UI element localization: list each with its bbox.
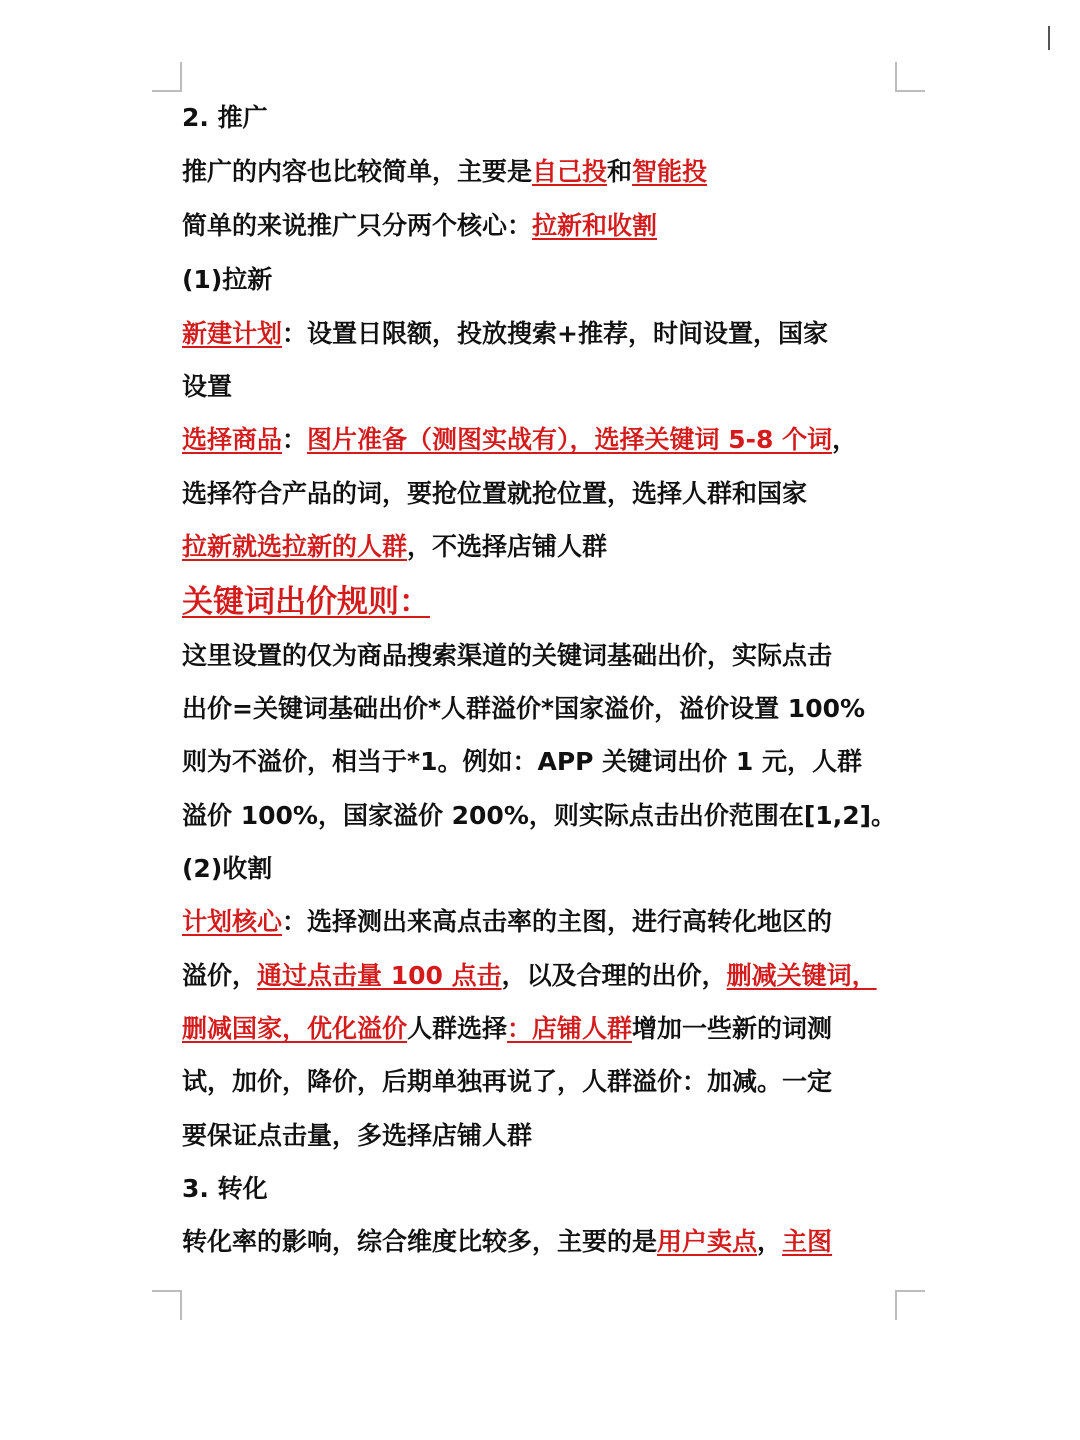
highlight-text: ：店铺人群 — [507, 1014, 633, 1043]
text-segment: 人群选择 — [407, 1014, 508, 1043]
text-segment: 要保证点击量，多选择店铺人群 — [182, 1121, 533, 1150]
page-corner-bottom-left — [152, 1290, 182, 1320]
text-segment: 转化率的影响，综合维度比较多，主要的是 — [182, 1227, 658, 1256]
text-segment: ：设置日限额，投放搜索+推荐，时间设置，国家 — [282, 319, 828, 348]
heading-bid-rules — [182, 582, 430, 622]
text-segment: ， — [832, 425, 858, 454]
paragraph-line — [182, 1224, 832, 1260]
text-segment: 设置 — [182, 372, 233, 401]
text-segment: 则为不溢价，相当于*1。例如：APP 关键词出价 1 元，人群 — [182, 747, 862, 776]
paragraph-line — [182, 1118, 532, 1154]
page-corner-top-left — [152, 62, 182, 92]
text-segment: ， — [757, 1227, 783, 1256]
text-segment: (2)收割 — [182, 854, 273, 883]
text-segment: 2. 推广 — [182, 103, 268, 132]
paragraph-line — [182, 691, 865, 727]
paragraph-line — [182, 369, 232, 405]
subsection-heading-acquisition — [182, 262, 272, 298]
paragraph-line — [182, 798, 896, 834]
subsection-heading-harvest — [182, 851, 272, 887]
section-heading-conversion — [182, 1171, 268, 1207]
highlight-text: 自己投 — [532, 157, 608, 186]
text-segment: ： — [282, 425, 308, 454]
page-corner-bottom-right — [895, 1290, 925, 1320]
text-segment: ：选择测出来高点击率的主图，进行高转化地区的 — [282, 907, 833, 936]
text-segment: 增加一些新的词测 — [632, 1014, 833, 1043]
paragraph-line — [182, 476, 807, 512]
paragraph-line — [182, 1011, 832, 1047]
paragraph-line — [182, 904, 832, 940]
highlight-text: 计划核心 — [182, 907, 283, 936]
highlight-text: 拉新和收割 — [532, 211, 658, 240]
text-segment: 和 — [607, 157, 633, 186]
highlight-text: 删减国家，优化溢价 — [182, 1014, 408, 1043]
text-segment: 出价=关键词基础出价*人群溢价*国家溢价，溢价设置 100% — [182, 694, 866, 723]
paragraph-line — [182, 958, 877, 994]
text-segment: 选择符合产品的词，要抢位置就抢位置，选择人群和国家 — [182, 479, 808, 508]
highlight-text: 用户卖点 — [657, 1227, 758, 1256]
text-segment: 简单的来说推广只分两个核心： — [182, 211, 533, 240]
paragraph-line — [182, 744, 862, 780]
paragraph-line — [182, 208, 657, 244]
text-segment: ，以及合理的出价， — [501, 961, 727, 990]
highlight-text: 拉新就选拉新的人群 — [182, 532, 408, 561]
highlight-heading: 关键词出价规则： — [182, 584, 430, 620]
paragraph-line — [182, 638, 832, 674]
text-segment: ，不选择店铺人群 — [407, 532, 608, 561]
highlight-text: 删减关键词， — [726, 961, 877, 990]
section-heading-promotion — [182, 100, 268, 136]
paragraph-line — [182, 316, 828, 352]
page-corner-top-right — [895, 62, 925, 92]
highlight-text: 主图 — [782, 1227, 833, 1256]
text-segment: 溢价 100%，国家溢价 200%，则实际点击出价范围在[1,2]。 — [182, 801, 897, 830]
text-segment: (1)拉新 — [182, 265, 273, 294]
paragraph-line — [182, 154, 707, 190]
highlight-text: 选择商品 — [182, 425, 283, 454]
text-segment: 这里设置的仅为商品搜索渠道的关键词基础出价，实际点击 — [182, 641, 833, 670]
text-segment: 溢价， — [182, 961, 258, 990]
highlight-text: 新建计划 — [182, 319, 283, 348]
highlight-text: 智能投 — [632, 157, 708, 186]
highlight-text: 图片准备（测图实战有），选择关键词 5-8 个词 — [307, 425, 833, 454]
scroll-edge-mark — [1048, 26, 1050, 50]
text-segment: 试，加价，降价，后期单独再说了，人群溢价：加减。一定 — [182, 1067, 833, 1096]
paragraph-line — [182, 529, 607, 565]
paragraph-line — [182, 1064, 832, 1100]
text-segment: 3. 转化 — [182, 1174, 268, 1203]
highlight-text: 通过点击量 100 点击 — [257, 961, 502, 990]
text-segment: 推广的内容也比较简单，主要是 — [182, 157, 533, 186]
paragraph-line — [182, 422, 857, 458]
